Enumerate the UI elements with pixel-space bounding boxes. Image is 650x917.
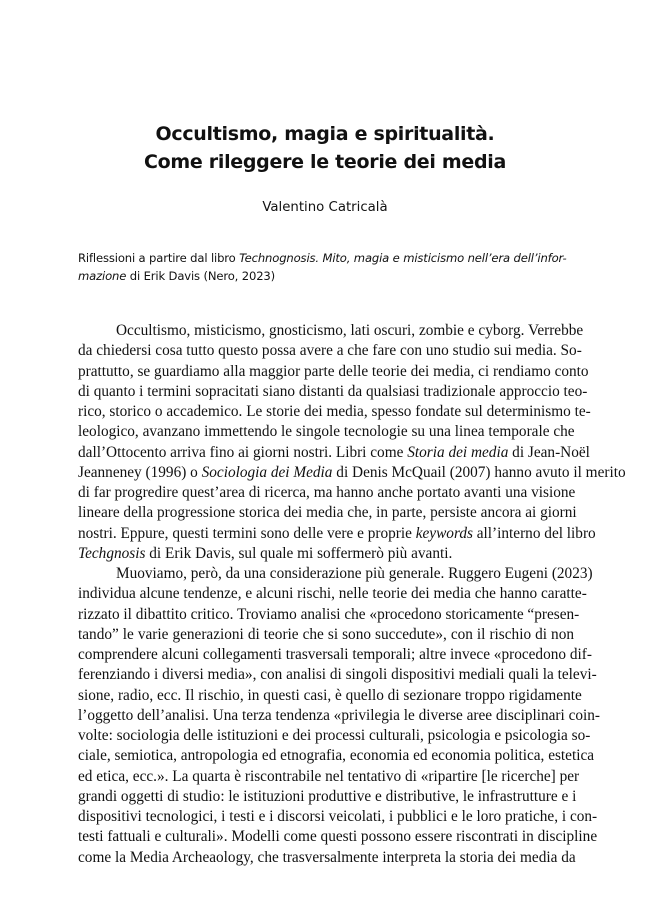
paragraph-2 <box>78 564 600 868</box>
book-title-italic: Sociologia dei Media <box>201 463 333 481</box>
body-line: comprendere alcuni collegamenti trasversali temporali; altre invece «procedono dif- <box>78 646 592 663</box>
body-line: testi fattuali e culturali». Modelli come questi possono essere riscontrati in discipline <box>78 828 598 846</box>
title-line-2: Come rileggere le teorie dei media <box>144 151 506 173</box>
book-title-italic: Storia dei media <box>407 443 509 461</box>
keyword-italic: keywords <box>415 524 473 542</box>
author-name: Valentino Catricalà <box>262 200 388 215</box>
body-line: da chiedersi cosa tutto questo possa avere a che fare con uno studio sui media. So- <box>78 342 582 360</box>
body-line: lineare della progressione storica dei media che, in parte, persiste ancora ai giorni <box>78 504 577 522</box>
subtitle-line-2: mazione di Erik Davis (Nero, 2023) <box>78 269 276 283</box>
body-line: nostri. Eppure, questi termini sono delle vere e proprie keywords all’interno del libro <box>78 524 596 542</box>
body-line: individua alcune tendenze, e alcuni rischi, nelle teorie dei media che hanno caratte- <box>78 585 587 603</box>
body-line: ferenziando i diversi media», con analisi di singoli dispositivi mediali quali la televi- <box>78 666 597 684</box>
body-line: di quanto i termini sopracitati siano distanti da qualsiasi tradizionale approccio teo- <box>78 382 588 400</box>
body-line: di far progredire quest’area di ricerca, ma hanno anche portato avanti una visione <box>78 484 576 501</box>
title-line-1: Occultismo, magia e spiritualità. <box>155 123 495 145</box>
body-line: dispositivi tecnologici, i testi e i discorsi veicolati, i pubblici e le loro pratiche, i con- <box>78 808 598 825</box>
body-line: rizzato il dibattito critico. Troviamo analisi che «procedono storicamente “presen- <box>78 605 580 623</box>
article-subtitle <box>78 249 578 285</box>
article-title <box>0 120 650 176</box>
body-line: l’oggetto dell’analisi. Una terza tendenza «privilegia le diverse aree disciplinari coin- <box>78 706 600 724</box>
body-line: leologico, avanzano immettendo le singole tecnologie su una linea temporale che <box>78 423 575 441</box>
body-line: grandi oggetti di studio: le istituzioni produttive e distributive, le infrastrutture e i <box>78 787 577 805</box>
book-title-italic: Techgnosis <box>78 544 146 562</box>
body-line: Occultismo, misticismo, gnosticismo, lati oscuri, zombie e cyborg. Verrebbe <box>116 322 584 339</box>
body-line: rico, storico o accademico. Le storie dei media, spesso fondate sul determinismo te- <box>78 403 591 420</box>
article-body <box>78 321 626 868</box>
body-line: prattutto, se guardiamo alla maggior parte delle teorie dei media, ci rendiamo conto <box>78 362 589 380</box>
paragraph-1 <box>78 321 626 564</box>
body-line: ciale, semiotica, antropologia ed etnografia, economia ed economia politica, estetica <box>78 747 595 765</box>
body-line: ed etica, ecc.». La quarta è riscontrabile nel tentativo di «ripartire [le ricerche] per <box>78 767 580 785</box>
book-title-italic: Technognosis. Mito, magia e misticismo nell’era dell’infor- <box>239 251 567 265</box>
subtitle-line-1: Riflessioni a partire dal libro Technognosis. Mito, magia e misticismo nell’era dell’infor- <box>78 251 567 265</box>
body-line: come la Media Archeaology, che trasversalmente interpreta la storia dei media da <box>78 848 576 866</box>
body-line: tando” le varie generazioni di teorie che si sono succedute», con il rischio di non <box>78 625 574 643</box>
body-line: Muoviamo, però, da una considerazione più generale. Ruggero Eugeni (2023) <box>116 565 593 582</box>
body-line: Jeanneney (1996) o Sociologia dei Media di Denis McQuail (2007) hanno avuto il merito <box>78 463 626 481</box>
body-line: sione, radio, ecc. Il rischio, in questi casi, è quello di sezionare troppo rigidamente <box>78 686 582 704</box>
body-line: Techgnosis di Erik Davis, sul quale mi soffermerò più avanti. <box>78 544 453 562</box>
body-line: dall’Ottocento arriva fino ai giorni nostri. Libri come Storia dei media di Jean-Noël <box>78 443 590 461</box>
book-title-italic-cont: mazione <box>78 269 127 283</box>
body-line: volte: sociologia delle istituzioni e dei processi culturali, psicologia e psicologia so- <box>78 727 591 744</box>
